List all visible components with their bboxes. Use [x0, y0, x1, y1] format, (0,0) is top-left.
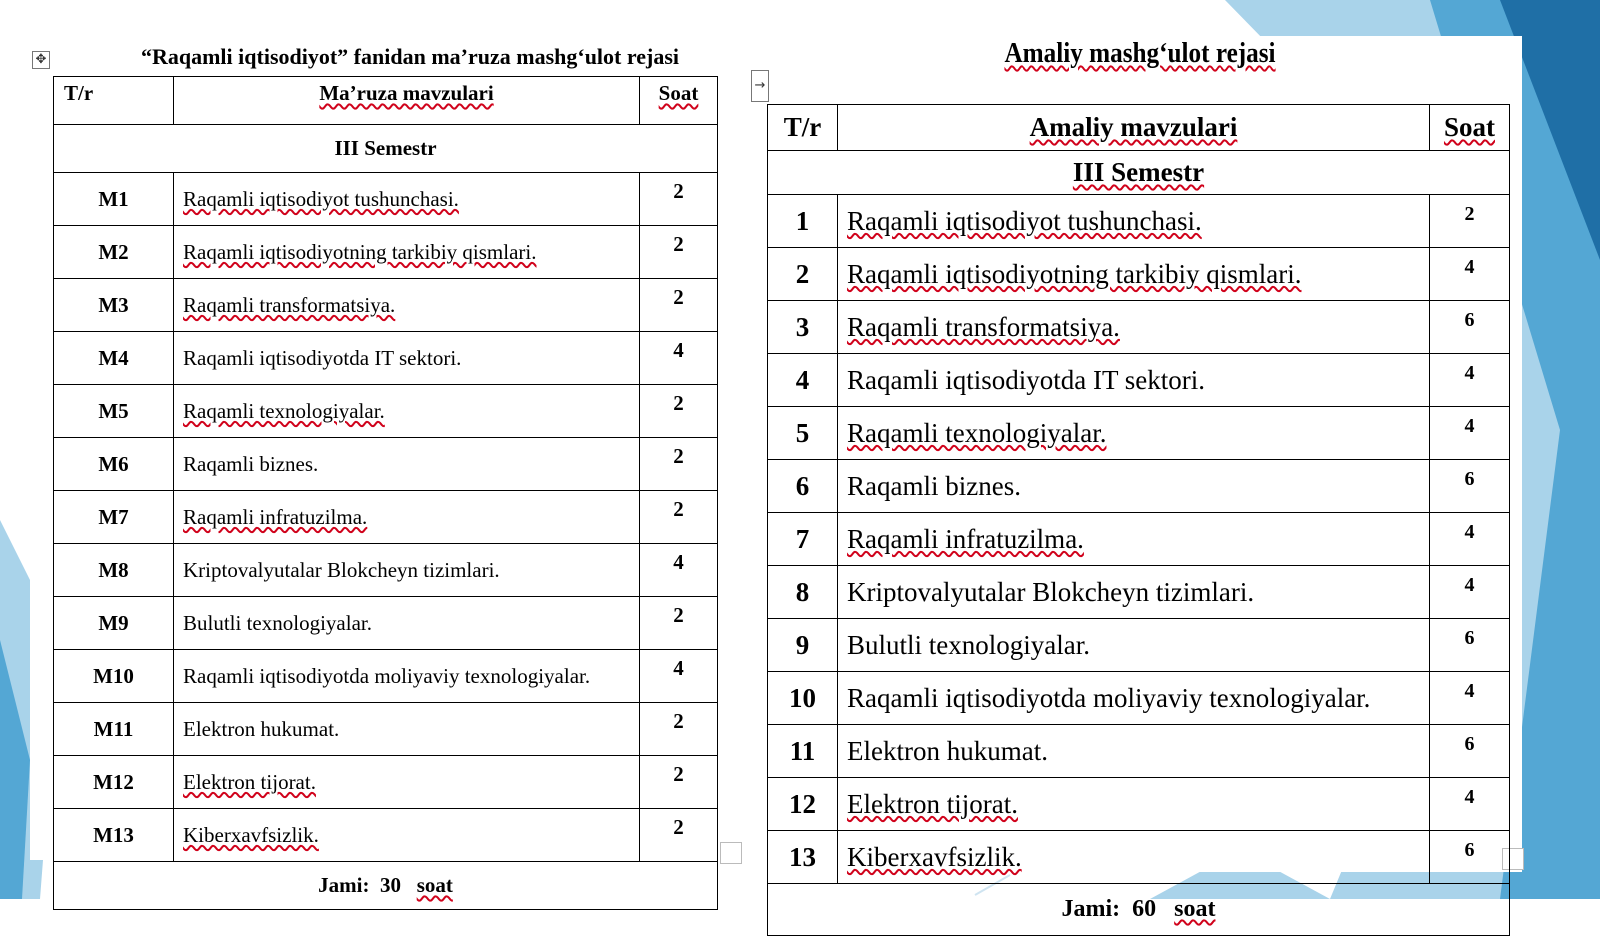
row-hours: 2 [640, 756, 718, 809]
table-row [54, 650, 718, 703]
header-number: T/r [54, 77, 174, 125]
header-topic: Amaliy mavzulari [838, 105, 1430, 151]
move-icon[interactable]: → [751, 70, 769, 102]
row-topic-cell[interactable] [174, 756, 640, 809]
row-hours: 4 [1430, 248, 1510, 301]
row-hours: 6 [1430, 619, 1510, 672]
row-topic-cell[interactable] [838, 619, 1430, 672]
table-row [768, 725, 1510, 778]
row-topic: Raqamli iqtisodiyot tushunchasi. [183, 186, 459, 211]
semester-label: III Semestr [54, 125, 718, 173]
total-value: 60 [1132, 896, 1157, 922]
row-number: M5 [54, 385, 174, 438]
row-topic: Raqamli iqtisodiyotda IT sektori. [183, 345, 462, 370]
move-icon[interactable]: ✥ [32, 51, 50, 69]
row-hours: 4 [640, 650, 718, 703]
row-topic-cell[interactable] [838, 566, 1430, 619]
table-resize-handle[interactable] [720, 842, 742, 864]
row-number: 11 [768, 725, 838, 778]
lecture-plan-table [53, 76, 718, 910]
row-topic: Raqamli transformatsiya. [847, 311, 1120, 342]
table-row [768, 672, 1510, 725]
table-row [54, 809, 718, 862]
row-number: M6 [54, 438, 174, 491]
row-hours: 2 [640, 226, 718, 279]
row-topic-cell[interactable] [174, 438, 640, 491]
row-hours: 2 [640, 438, 718, 491]
row-topic-cell[interactable] [174, 226, 640, 279]
row-number: M10 [54, 650, 174, 703]
row-number: M13 [54, 809, 174, 862]
row-topic: Bulutli texnologiyalar. [847, 629, 1090, 660]
row-topic-cell[interactable] [838, 778, 1430, 831]
row-topic: Elektron tijorat. [847, 788, 1018, 819]
row-topic: Raqamli texnologiyalar. [847, 417, 1107, 448]
row-topic: Raqamli iqtisodiyotda IT sektori. [847, 364, 1205, 395]
practical-plan-table [767, 104, 1510, 936]
table-row [768, 460, 1510, 513]
row-topic: Raqamli iqtisodiyotda moliyaviy texnologiyalar. [183, 663, 591, 688]
row-topic-cell[interactable] [838, 831, 1430, 884]
row-topic: Raqamli iqtisodiyotning tarkibiy qismlari. [183, 239, 537, 264]
row-hours: 2 [640, 809, 718, 862]
row-number: 6 [768, 460, 838, 513]
row-topic-cell[interactable] [838, 460, 1430, 513]
row-topic-cell[interactable] [174, 809, 640, 862]
row-topic-cell[interactable] [838, 195, 1430, 248]
row-number: M9 [54, 597, 174, 650]
row-number: 12 [768, 778, 838, 831]
row-number: 5 [768, 407, 838, 460]
row-number: 7 [768, 513, 838, 566]
row-hours: 2 [640, 491, 718, 544]
row-topic: Raqamli iqtisodiyot tushunchasi. [847, 205, 1202, 236]
table-row [54, 703, 718, 756]
row-hours: 6 [1430, 460, 1510, 513]
table-row [768, 566, 1510, 619]
row-number: M11 [54, 703, 174, 756]
table-row [768, 354, 1510, 407]
row-number: 8 [768, 566, 838, 619]
row-topic-cell[interactable] [174, 173, 640, 226]
table-row [768, 513, 1510, 566]
table-row [768, 619, 1510, 672]
row-topic-cell[interactable] [838, 672, 1430, 725]
table-row [54, 438, 718, 491]
row-number: 4 [768, 354, 838, 407]
row-hours: 2 [1430, 195, 1510, 248]
row-topic-cell[interactable] [838, 301, 1430, 354]
row-number: M12 [54, 756, 174, 809]
row-topic: Elektron tijorat. [183, 769, 316, 794]
row-topic-cell[interactable] [174, 597, 640, 650]
semester-label: III Semestr [768, 151, 1510, 195]
row-number: 10 [768, 672, 838, 725]
table-row [54, 756, 718, 809]
row-hours: 2 [640, 597, 718, 650]
header-number: T/r [768, 105, 838, 151]
row-hours: 2 [640, 703, 718, 756]
row-topic-cell[interactable] [174, 703, 640, 756]
table-row [54, 226, 718, 279]
row-hours: 4 [1430, 566, 1510, 619]
row-topic: Raqamli iqtisodiyotning tarkibiy qismlari. [847, 258, 1302, 289]
table-row [768, 195, 1510, 248]
row-topic: Kriptovalyutalar Blokcheyn tizimlari. [847, 576, 1255, 607]
row-hours: 2 [640, 385, 718, 438]
row-hours: 4 [1430, 672, 1510, 725]
table-row [54, 332, 718, 385]
row-hours: 4 [1430, 354, 1510, 407]
row-topic-cell[interactable] [174, 279, 640, 332]
row-number: 3 [768, 301, 838, 354]
row-topic: Kriptovalyutalar Blokcheyn tizimlari. [183, 557, 500, 582]
row-topic: Raqamli texnologiyalar. [183, 398, 385, 423]
row-number: M3 [54, 279, 174, 332]
row-topic: Bulutli texnologiyalar. [183, 610, 372, 635]
row-number: M7 [54, 491, 174, 544]
right-table-title: Amaliy mashg‘ulot rejasi [1004, 38, 1276, 69]
row-topic: Raqamli infratuzilma. [847, 523, 1084, 554]
table-row [768, 831, 1510, 884]
left-table-rows [54, 173, 718, 862]
row-hours: 4 [1430, 407, 1510, 460]
row-topic-cell[interactable] [174, 544, 640, 597]
table-row [768, 407, 1510, 460]
header-hours: Soat [640, 77, 718, 125]
row-topic-cell[interactable] [174, 332, 640, 385]
table-row [768, 778, 1510, 831]
row-number: M1 [54, 173, 174, 226]
row-number: 9 [768, 619, 838, 672]
row-topic-cell[interactable] [174, 385, 640, 438]
row-hours: 6 [1430, 831, 1510, 884]
row-number: 2 [768, 248, 838, 301]
left-table-title: “Raqamli iqtisodiyot” fanidan ma’ruza mashg‘ulot rejasi [140, 44, 679, 69]
row-number: M2 [54, 226, 174, 279]
total-label: Jami: [318, 873, 370, 897]
row-hours: 2 [640, 173, 718, 226]
row-topic: Kiberxavfsizlik. [183, 822, 319, 847]
total-row [54, 862, 718, 910]
table-row [768, 248, 1510, 301]
row-topic: Kiberxavfsizlik. [847, 841, 1022, 872]
total-unit: soat [416, 873, 453, 897]
row-topic: Raqamli iqtisodiyotda moliyaviy texnologiyalar. [847, 682, 1371, 713]
row-topic: Raqamli infratuzilma. [183, 504, 368, 529]
row-topic: Elektron hukumat. [847, 735, 1048, 766]
table-row [54, 279, 718, 332]
table-row [54, 173, 718, 226]
total-unit: soat [1174, 896, 1216, 922]
row-topic: Elektron hukumat. [183, 716, 340, 741]
row-hours: 4 [640, 544, 718, 597]
row-topic-cell[interactable] [174, 491, 640, 544]
row-topic: Raqamli biznes. [183, 451, 319, 476]
row-topic-cell[interactable] [174, 650, 640, 703]
table-row [54, 491, 718, 544]
row-number: 1 [768, 195, 838, 248]
right-table-rows [768, 195, 1510, 884]
row-number: M4 [54, 332, 174, 385]
row-hours: 2 [640, 279, 718, 332]
row-hours: 4 [1430, 513, 1510, 566]
row-topic-cell[interactable] [838, 725, 1430, 778]
row-number: M8 [54, 544, 174, 597]
total-label: Jami: [1061, 896, 1121, 922]
row-hours: 4 [1430, 778, 1510, 831]
total-row [768, 884, 1510, 936]
row-topic-cell[interactable] [838, 354, 1430, 407]
table-row [54, 385, 718, 438]
total-value: 30 [379, 873, 401, 897]
row-number: 13 [768, 831, 838, 884]
table-row [54, 597, 718, 650]
row-topic-cell[interactable] [838, 513, 1430, 566]
row-hours: 4 [640, 332, 718, 385]
row-topic: Raqamli biznes. [847, 470, 1021, 501]
header-topic: Ma’ruza mavzulari [174, 77, 640, 125]
row-topic-cell[interactable] [838, 248, 1430, 301]
header-hours: Soat [1430, 105, 1510, 151]
row-hours: 6 [1430, 725, 1510, 778]
table-row [54, 544, 718, 597]
row-topic: Raqamli transformatsiya. [183, 292, 396, 317]
table-row [768, 301, 1510, 354]
row-hours: 6 [1430, 301, 1510, 354]
row-topic-cell[interactable] [838, 407, 1430, 460]
